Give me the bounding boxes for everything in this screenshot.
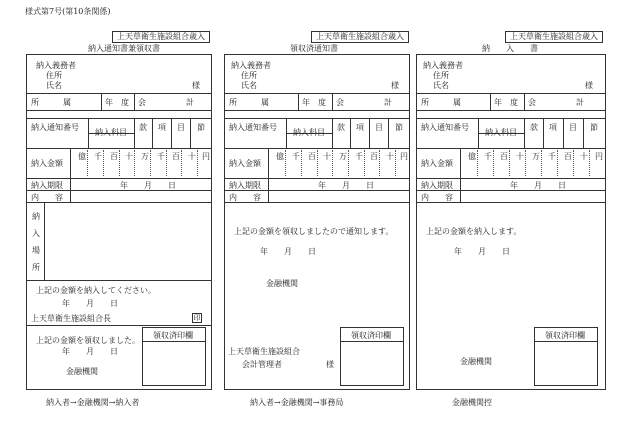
rule-line [166, 150, 167, 176]
name-label: 氏名 [46, 81, 62, 90]
form-label: 節 [590, 123, 598, 132]
rule-line [26, 280, 212, 281]
rule-line [460, 148, 461, 178]
rule-line [563, 118, 564, 148]
rule-line [340, 341, 404, 342]
form-label: 億 [78, 152, 86, 161]
notice-text: 上記の金額を領収しましたので通知します。 [234, 227, 394, 236]
rule-line [285, 150, 286, 176]
address-label: 住所 [241, 71, 257, 80]
form-label: 納入科目 [485, 128, 517, 137]
form-label: 億 [468, 152, 476, 161]
rule-line [332, 93, 333, 110]
panel-title: 納入通知書兼領収書 [88, 44, 160, 53]
org-header-box [311, 31, 409, 43]
form-label: 年 月 日 [510, 181, 566, 190]
form-label: 項 [356, 123, 364, 132]
rule-line [395, 150, 396, 176]
form-label: 納入期限 [229, 181, 261, 190]
form-label: 納入義務者 [423, 61, 463, 70]
rule-line [317, 150, 318, 176]
rule-line [268, 148, 269, 178]
rule-line [134, 93, 135, 110]
manager-label: 会計管理者 [242, 360, 282, 369]
form-label: 十 [580, 152, 588, 161]
form-label: 所 属 [421, 98, 461, 107]
form-label: 目 [569, 123, 577, 132]
form-label: 氏名 [433, 81, 449, 90]
notice-no-label: 納入通知番号 [31, 123, 79, 132]
rule-line [26, 148, 212, 149]
rule-line [573, 150, 574, 176]
rule-line [26, 110, 212, 111]
account-label: 会 計 [138, 98, 194, 107]
rule-line [26, 118, 212, 119]
rule-line [70, 190, 71, 202]
form-label: 千 [292, 152, 300, 161]
form-label: 納入金額 [229, 159, 261, 168]
pay-date: 年 月 日 [454, 247, 510, 256]
form-label: 千 [484, 152, 492, 161]
rule-line [224, 110, 410, 111]
form-label: 節 [395, 123, 403, 132]
setsu: 節 [197, 123, 205, 132]
stamp-label: 領収済印欄 [545, 331, 585, 340]
rule-line [350, 118, 351, 148]
rule-line [364, 150, 365, 176]
rule-line [534, 341, 598, 342]
panel-title: 領収済通知書 [290, 44, 338, 53]
place-label-2: 入 [32, 229, 40, 238]
form-label: 十 [386, 152, 394, 161]
rule-line [524, 93, 525, 110]
rule-line [416, 118, 606, 119]
kou: 項 [158, 123, 166, 132]
form-label: 千 [548, 152, 556, 161]
rule-line [524, 118, 525, 148]
rule-line [44, 202, 45, 280]
stamp-label: 領収済印欄 [153, 331, 193, 340]
honorific: 様 [192, 81, 200, 90]
rule-line [142, 341, 206, 342]
rule-line [224, 93, 410, 94]
form-label: 十 [188, 152, 196, 161]
name-label: 氏名 [241, 81, 257, 90]
notice-date: 年 月 日 [260, 247, 316, 256]
form-label: 円 [595, 152, 603, 161]
rule-line [224, 190, 410, 191]
rule-line [70, 148, 71, 178]
form-label: 住所 [433, 71, 449, 80]
rule-line [332, 118, 333, 148]
rule-line [26, 178, 212, 179]
chief-name: 上天草衛生施設組合長 [31, 314, 111, 323]
form-label: 円 [202, 152, 210, 161]
bank-label: 金融機関 [460, 357, 492, 366]
route-footer: 納入者→金融機関→納入者 [46, 398, 140, 407]
form-label: 万 [339, 152, 347, 161]
form-label: 項 [549, 123, 557, 132]
rule-line [416, 190, 606, 191]
rule-line [541, 150, 542, 176]
deadline-date: 年 月 日 [120, 181, 176, 190]
content-label: 内 容 [31, 193, 63, 202]
form-label: 十 [125, 152, 133, 161]
rule-line [101, 93, 102, 110]
rule-line [171, 118, 172, 148]
rule-line [190, 118, 191, 148]
rule-line [493, 150, 494, 176]
rule-line [197, 150, 198, 176]
form-label: 百 [110, 152, 118, 161]
bank-label: 金融機関 [66, 367, 98, 376]
rule-line [589, 150, 590, 176]
moku: 目 [177, 123, 185, 132]
panel-title: 納 入 書 [482, 44, 538, 53]
rule-line [416, 202, 606, 203]
rule-line [525, 150, 526, 176]
rule-line [583, 118, 584, 148]
rule-line [460, 190, 461, 202]
kan: 款 [139, 123, 147, 132]
rule-line [26, 190, 212, 191]
form-label: 内 容 [421, 193, 453, 202]
rule-line [301, 150, 302, 176]
rule-line [332, 150, 333, 176]
rule-line [416, 178, 606, 179]
route-footer: 納入者→金融機関→事務局 [250, 398, 344, 407]
form-label: 納入通知番号 [421, 123, 469, 132]
seal-mark [192, 313, 202, 323]
rule-line [348, 150, 349, 176]
form-label: 会 計 [336, 98, 392, 107]
honorific: 様 [391, 81, 399, 90]
rule-line [70, 178, 71, 190]
rule-line [369, 118, 370, 148]
form-label: 款 [337, 123, 345, 132]
rule-line [490, 93, 491, 110]
form-label: 納入科目 [293, 128, 325, 137]
rule-line [26, 325, 212, 326]
rule-line [298, 93, 299, 110]
form-label: 目 [375, 123, 383, 132]
manager-honorific: 様 [326, 360, 334, 369]
form-label: 円 [400, 152, 408, 161]
org-name: 上天草衛生施設組合 [228, 347, 300, 356]
org-header-box [112, 31, 210, 43]
year-label: 年 度 [105, 98, 129, 107]
form-label: 百 [172, 152, 180, 161]
form-label: 上天草衛生施設組合歳入 [117, 32, 205, 41]
rule-line [416, 93, 606, 94]
rule-line [388, 118, 389, 148]
form-label: 納入通知番号 [229, 123, 277, 132]
form-label: 印 [193, 314, 201, 322]
rule-line [134, 150, 135, 176]
form-label: 億 [276, 152, 284, 161]
form-label: 上天草衛生施設組合歳入 [316, 32, 404, 41]
rule-line [119, 150, 120, 176]
rule-line [268, 190, 269, 202]
place-label-3: 場 [32, 246, 40, 255]
form-label: 所 属 [229, 98, 269, 107]
rule-line [379, 150, 380, 176]
form-label: 百 [370, 152, 378, 161]
rule-line [477, 150, 478, 176]
received-text: 上記の金額を領収しました。 [36, 336, 140, 345]
rule-line [152, 118, 153, 148]
form-label: 百 [564, 152, 572, 161]
please-pay-text: 上記の金額を納入してください。 [36, 286, 156, 295]
pay-text: 上記の金額を納入します。 [426, 227, 522, 236]
form-label: 款 [530, 123, 538, 132]
form-label: 十 [323, 152, 331, 161]
payer-label: 納入義務者 [231, 61, 271, 70]
rule-line [460, 178, 461, 190]
dept-label: 所 属 [31, 98, 71, 107]
rule-line [26, 202, 212, 203]
form-label: 会 計 [528, 98, 584, 107]
form-label: 千 [157, 152, 165, 161]
received-date: 年 月 日 [62, 347, 118, 356]
org-header-box [505, 31, 603, 43]
form-label: 百 [308, 152, 316, 161]
form-label: 年 月 日 [318, 181, 374, 190]
form-label: 千 [94, 152, 102, 161]
place-label-4: 所 [32, 263, 40, 272]
rule-line [224, 148, 410, 149]
rule-line [268, 178, 269, 190]
rule-line [416, 148, 606, 149]
form-label: 内 容 [229, 193, 261, 202]
form-label: 万 [532, 152, 540, 161]
rule-line [134, 118, 135, 148]
form-label: 万 [141, 152, 149, 161]
rule-line [416, 110, 606, 111]
form-label: 上天草衛生施設組合歳入 [510, 32, 598, 41]
form-label: 納入金額 [421, 159, 453, 168]
place-label-1: 納 [32, 212, 40, 221]
amount-label: 納入金額 [31, 159, 63, 168]
form-label: 千 [355, 152, 363, 161]
stamp-label: 領収済印欄 [351, 331, 391, 340]
rule-line [150, 150, 151, 176]
form-label: 年 度 [302, 98, 326, 107]
rule-line [557, 150, 558, 176]
form-label: 年 度 [494, 98, 518, 107]
form-label: 百 [500, 152, 508, 161]
rule-line [224, 178, 410, 179]
route-footer: 金融機関控 [452, 398, 492, 407]
item-label: 納入科目 [95, 128, 127, 137]
issue-date: 年 月 日 [62, 299, 118, 308]
rule-line [87, 150, 88, 176]
rule-line [224, 202, 410, 203]
rule-line [103, 150, 104, 176]
form-label: 様 [585, 81, 593, 90]
bank-label: 金融機関 [266, 279, 298, 288]
form-label: 納入期限 [421, 181, 453, 190]
rule-line [224, 118, 410, 119]
rule-line [26, 93, 212, 94]
deadline-label: 納入期限 [31, 181, 63, 190]
payer-label: 納入義務者 [36, 61, 76, 70]
form-number: 様式第7号(第10条関係) [25, 7, 111, 16]
rule-line [543, 118, 544, 148]
rule-line [181, 150, 182, 176]
form-label: 十 [516, 152, 524, 161]
address-label: 住所 [46, 71, 62, 80]
rule-line [509, 150, 510, 176]
